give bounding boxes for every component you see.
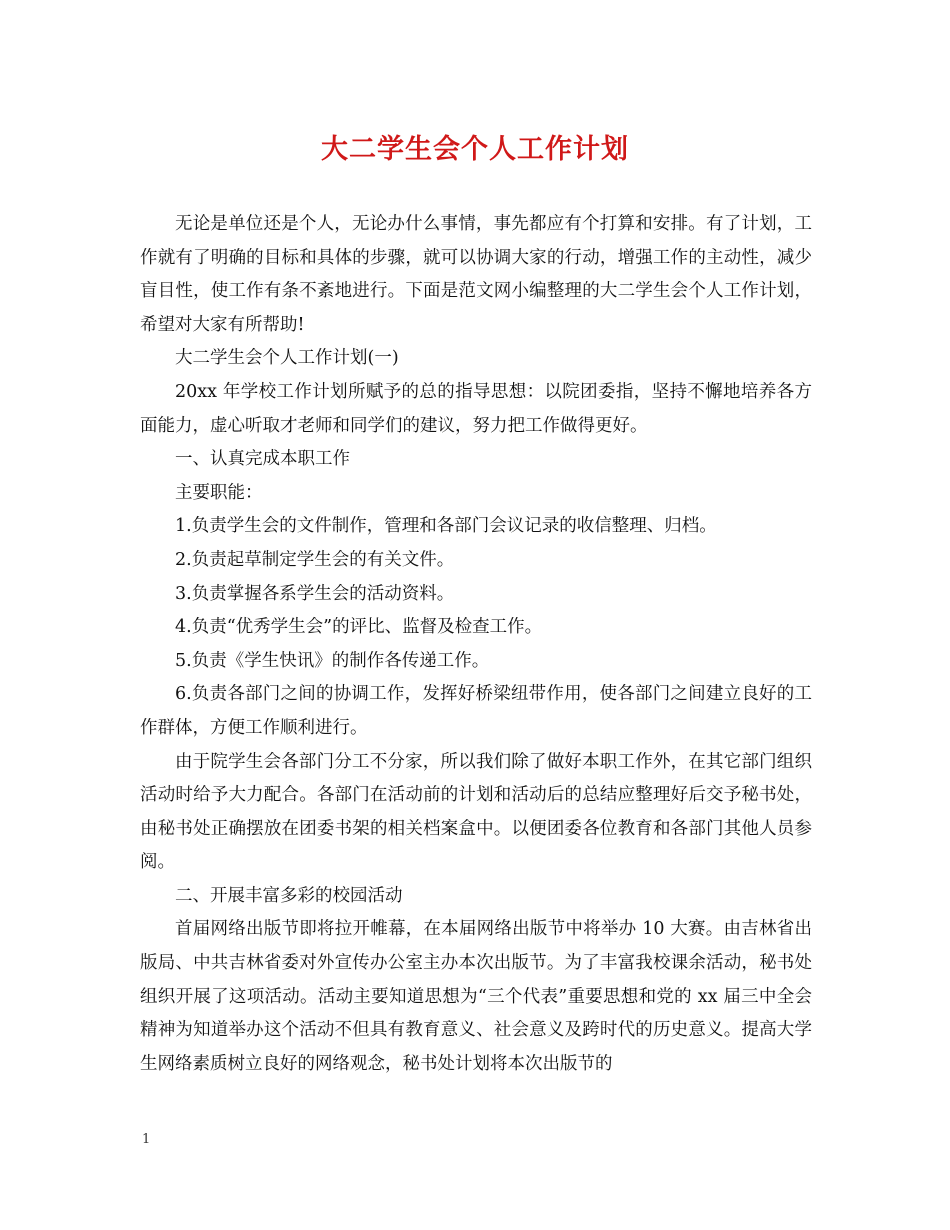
cooperation-paragraph: 由于院学生会各部门分工不分家，所以我们除了做好本职工作外，在其它部门组织活动时给予大力配合。各部门在活动前的计划和活动后的总结应整理好后交予秘书处，由秘书处正确摆放在团委书架的相关档案盒中。以便团委各位教育和各部门其他人员参阅。 [140, 751, 812, 873]
document-body [140, 208, 812, 1081]
publishing-festival-paragraph: 首届网络出版节即将拉开帷幕，在本届网络出版节中将举办 10 大赛。由吉林省出版局、中共吉林省委对外宣传办公室主办本次出版节。为了丰富我校课余活动，秘书处组织开展了这项活动。活动主要知道思想为“三个代表”重要思想和党的 xx 届三中全会精神为知道举办这个活动不但具有教育意义、社会意义及跨时代的历史意义。提高大学生网络素质树立良好的网络观念，秘书处计划将本次出版节的 [140, 919, 812, 1074]
duty-item-2: 2.负责起草制定学生会的有关文件。 [175, 549, 455, 570]
section-heading-activities: 二、开展丰富多彩的校园活动 [175, 885, 403, 906]
plan-subtitle: 大二学生会个人工作计划(一) [175, 348, 399, 369]
document-title: 大二学生会个人工作计划 [321, 134, 629, 165]
intro-paragraph: 无论是单位还是个人，无论办什么事情，事先都应有个打算和安排。有了计划，工作就有了明确的目标和具体的步骤，就可以协调大家的行动，增强工作的主动性，减少盲目性，使工作有条不紊地进行。下面是范文网小编整理的大二学生会个人工作计划，希望对大家有所帮助! [140, 214, 812, 335]
duty-item-1: 1.负责学生会的文件制作，管理和各部门会议记录的收信整理、归档。 [175, 516, 717, 537]
page-number: 1 [142, 1132, 151, 1147]
section-heading-duties: 一、认真完成本职工作 [175, 449, 350, 470]
main-functions-label: 主要职能： [175, 482, 263, 503]
duty-item-6: 6.负责各部门之间的协调工作，发挥好桥梁纽带作用，使各部门之间建立良好的工作群体，方便工作顺利进行。 [140, 684, 812, 738]
guiding-principle-paragraph: 20xx 年学校工作计划所赋予的总的指导思想：以院团委指，坚持不懈地培养各方面能力，虚心听取才老师和同学们的建议，努力把工作做得更好。 [140, 381, 812, 436]
duty-item-4: 4.负责“优秀学生会”的评比、监督及检查工作。 [175, 617, 543, 638]
duty-item-5: 5.负责《学生快讯》的制作各传递工作。 [175, 650, 490, 671]
duty-item-3: 3.负责掌握各系学生会的活动资料。 [175, 583, 455, 604]
